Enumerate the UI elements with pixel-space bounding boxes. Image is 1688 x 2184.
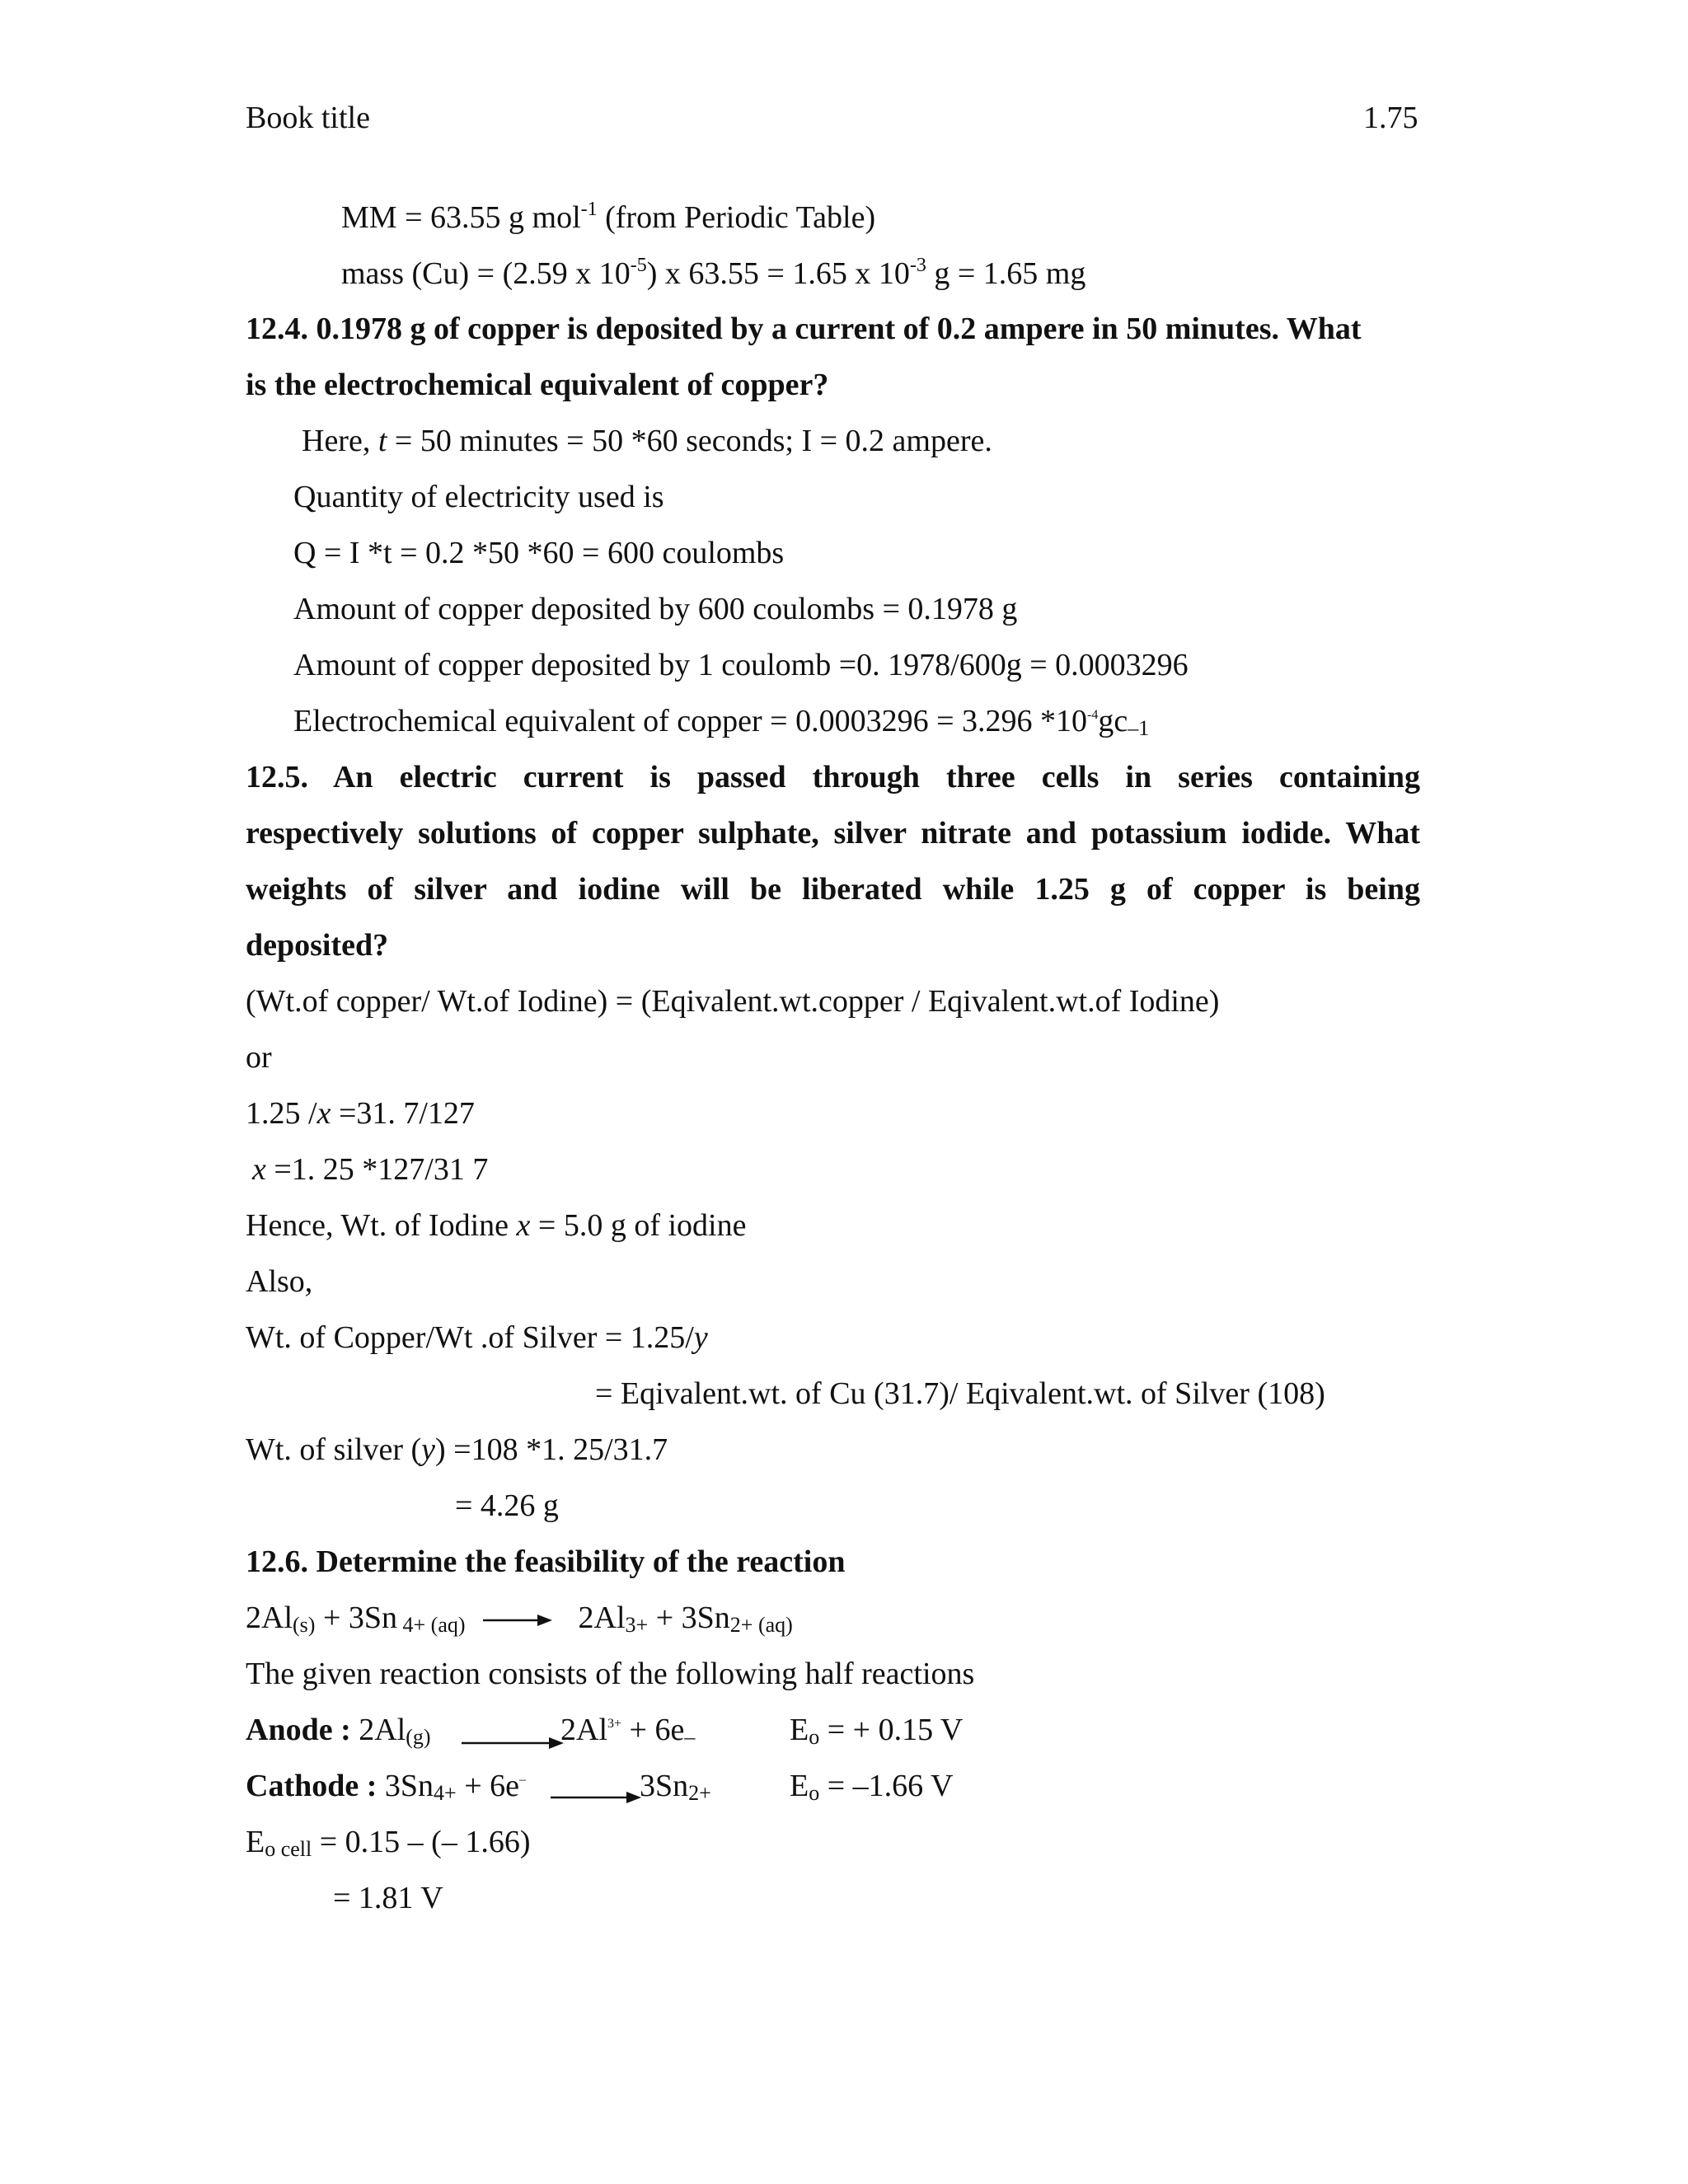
problem-12-4-heading-line2: is the electrochemical equivalent of copper? bbox=[246, 368, 829, 402]
weight-ratio-line: (Wt.of copper/ Wt.of Iodine) = (Eqivalent.wt.copper / Eqivalent.wt.of Iodine) bbox=[246, 984, 1220, 1019]
molar-mass-line: MM = 63.55 g mol$^{-1}$ (from Periodic Table) bbox=[341, 199, 876, 235]
iodine-solve-line: x =1. 25 *127/31 7 bbox=[252, 1152, 489, 1187]
page-number: 1.75 bbox=[1363, 101, 1418, 135]
silver-solve-line: Wt. of silver (y) =108 *1. 25/31.7 bbox=[246, 1432, 668, 1467]
overall-reaction-line: 2Al(s) + 3Sn 4+ (aq) 2Al3+ + 3Sn2+ (aq) bbox=[246, 1601, 793, 1637]
cathode-potential: Eo = –1.66 V bbox=[790, 1769, 954, 1805]
anode-potential: Eo = + 0.15 V bbox=[790, 1713, 964, 1749]
equivalent-weight-ratio-line: = Eqivalent.wt. of Cu (31.7)/ Eqivalent.wt. of Silver (108) bbox=[595, 1376, 1325, 1411]
problem-12-5-heading-line4: deposited? bbox=[246, 928, 389, 963]
cell-potential-result: = 1.81 V bbox=[333, 1881, 443, 1915]
mass-cu-line: mass (Cu) = (2.59 x $10^{-5}$) x 63.55 = 1.65 x $10^{-3}$ g = 1.65 mg bbox=[341, 255, 1086, 291]
cathode-reaction-line: Cathode : 3Sn4+ + 6e– bbox=[246, 1769, 526, 1805]
anode-arrow-icon bbox=[462, 1724, 564, 1755]
cell-potential-line: Eo cell = 0.15 – (– 1.66) bbox=[246, 1825, 531, 1861]
given-values-line: Here, t = 50 minutes = 50 *60 seconds; I = 0.2 ampere. bbox=[302, 424, 992, 458]
problem-12-5-heading-line3: weights of silver and iodine will be liberated while 1.25 g of copper is being bbox=[246, 872, 1420, 907]
problem-12-5-heading-line2: respectively solutions of copper sulphate, silver nitrate and potassium iodide. What bbox=[246, 816, 1420, 851]
half-reactions-intro: The given reaction consists of the following half reactions bbox=[246, 1657, 975, 1691]
amount-1-coulomb-line: Amount of copper deposited by 1 coulomb =0. 1978/600g = 0.0003296 bbox=[293, 648, 1189, 682]
problem-12-5-heading-line1: 12.5. An electric current is passed through three cells in series containing bbox=[246, 760, 1420, 794]
also-line: Also, bbox=[246, 1264, 313, 1299]
or-line: or bbox=[246, 1040, 272, 1075]
iodine-proportion-line: 1.25 /x =31. 7/127 bbox=[246, 1096, 475, 1131]
cathode-arrow-icon bbox=[551, 1779, 641, 1810]
silver-result-line: = 4.26 g bbox=[455, 1488, 559, 1523]
problem-12-4-heading-line1: 12.4. 0.1978 g of copper is deposited by a current of 0.2 ampere in 50 minutes. What bbox=[246, 312, 1362, 346]
charge-equation-line: Q = I *t = 0.2 *50 *60 = 600 coulombs bbox=[293, 536, 785, 570]
copper-silver-ratio-line: Wt. of Copper/Wt .of Silver = 1.25/y bbox=[246, 1320, 708, 1355]
amount-600-coulombs-line: Amount of copper deposited by 600 coulombs = 0.1978 g bbox=[293, 592, 1018, 626]
quantity-electricity-line: Quantity of electricity used is bbox=[293, 480, 664, 514]
cathode-products: 3Sn2+ bbox=[640, 1769, 711, 1805]
iodine-result-line: Hence, Wt. of Iodine x = 5.0 g of iodine bbox=[246, 1208, 747, 1243]
anode-reaction-line: Anode : 2Al(g) bbox=[246, 1713, 431, 1749]
anode-products: $2Al^{3+} + 6e-$ bbox=[560, 1713, 696, 1749]
running-head-title: Book title bbox=[246, 101, 370, 135]
problem-12-6-heading: 12.6. Determine the feasibility of the reaction bbox=[246, 1544, 846, 1579]
reaction-arrow-icon bbox=[483, 1614, 552, 1627]
electrochemical-equivalent-line: Electrochemical equivalent of copper = 0.0003296 = 3.296 $*10^{-4}gc-1$ bbox=[293, 704, 1150, 740]
